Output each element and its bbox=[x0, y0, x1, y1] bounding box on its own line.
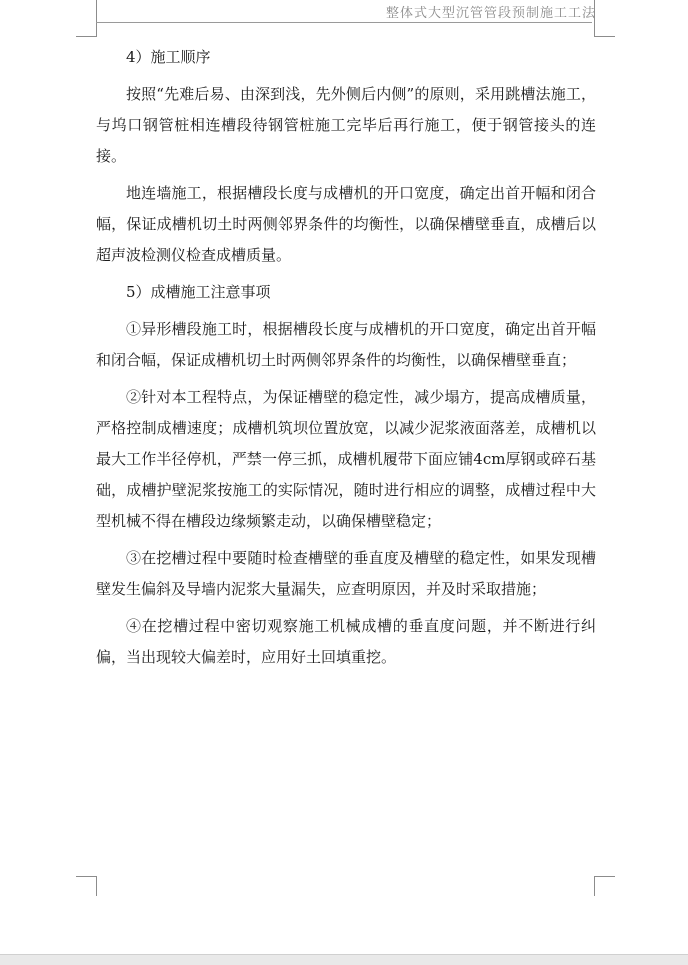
paragraph-note-4: ④在挖槽过程中密切观察施工机械成槽的垂直度问题，并不断进行纠偏，当出现较大偏差时，应用好土回填重挖。 bbox=[96, 617, 596, 666]
paragraph-note-2: ②针对本工程特点，为保证槽壁的稳定性，减少塌方，提高成槽质量，严格控制成槽速度；成槽机筑坝位置放宽，以减少泥浆液面落差，成槽机以最大工作半径停机，严禁一停三抓，成槽机履带下面应铺4cm厚钢或碎石基础，成槽护壁泥浆按施工的实际情况，随时进行相应的调整，成槽过程中大型机械不得在槽段边缘频繁走动，以确保槽壁稳定； bbox=[96, 388, 596, 530]
page-bottom-edge bbox=[0, 954, 688, 965]
paragraph-diaphragm-wall: 地连墙施工，根据槽段长度与成槽机的开口宽度，确定出首开幅和闭合幅，保证成槽机切土时两侧邻界条件的均衡性，以确保槽壁垂直，成槽后以超声波检测仪检查成槽质量。 bbox=[96, 184, 596, 264]
crop-mark-top-left bbox=[76, 18, 97, 37]
document-body[interactable] bbox=[96, 42, 596, 679]
crop-mark-bottom-left bbox=[76, 876, 97, 895]
paragraph-note-1: ①异形槽段施工时，根据槽段长度与成槽机的开口宽度，确定出首开幅和闭合幅，保证成槽机切土时两侧邻界条件的均衡性，以确保槽壁垂直； bbox=[96, 320, 596, 369]
heading-trenching-notes: 5）成槽施工注意事项 bbox=[126, 283, 271, 301]
header-title: 整体式大型沉管管段预制施工工法 bbox=[385, 6, 596, 21]
crop-mark-bottom-right-vertical bbox=[594, 876, 595, 896]
crop-mark-bottom-left-vertical bbox=[96, 876, 97, 896]
crop-mark-bottom-right bbox=[594, 876, 615, 895]
paragraph-sequence-principle: 按照“先难后易、由深到浅，先外侧后内侧”的原则，采用跳槽法施工，与坞口钢管桩相连槽段待钢管桩施工完毕后再行施工，便于钢管接头的连接。 bbox=[96, 85, 596, 165]
heading-construction-sequence: 4）施工顺序 bbox=[126, 48, 211, 66]
crop-mark-top-left-vertical bbox=[96, 0, 97, 18]
header-rule bbox=[96, 22, 592, 23]
paragraph-note-3: ③在挖槽过程中要随时检查槽壁的垂直度及槽壁的稳定性，如果发现槽壁发生偏斜及导墙内泥浆大量漏失，应查明原因，并及时采取措施； bbox=[96, 549, 596, 598]
crop-mark-top-right bbox=[594, 18, 615, 37]
